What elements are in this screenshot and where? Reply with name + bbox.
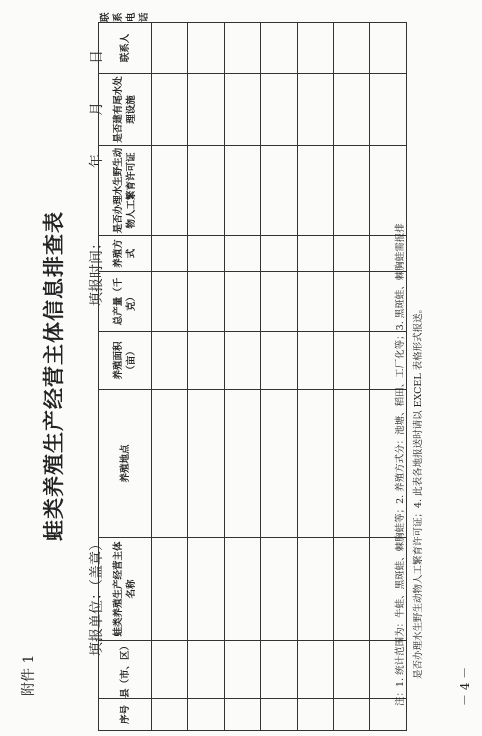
table-cell xyxy=(224,538,260,641)
table-cell xyxy=(297,332,333,390)
table-cell xyxy=(261,236,297,272)
year-label: 年 xyxy=(89,154,105,168)
reporting-unit-label: 填报单位：（盖章） xyxy=(89,537,105,656)
table-cell xyxy=(152,74,188,146)
table-cell xyxy=(152,390,188,538)
table-cell xyxy=(333,332,369,390)
page-title: 蛙类养殖生产经营主体信息排查表 xyxy=(41,211,66,541)
table-cell xyxy=(333,236,369,272)
table-row xyxy=(224,23,260,731)
table-cell xyxy=(261,390,297,538)
column-header-output: 总产量（千克） xyxy=(99,272,152,332)
column-header-method: 养殖方式 xyxy=(99,236,152,272)
table-cell xyxy=(297,236,333,272)
table-cell xyxy=(224,332,260,390)
table-cell xyxy=(261,641,297,699)
table-cell xyxy=(297,390,333,538)
table-cell xyxy=(297,641,333,699)
table-cell xyxy=(333,146,369,236)
table-cell xyxy=(333,641,369,699)
column-header-tailwater: 是否建有尾水处理设施 xyxy=(99,74,152,146)
table-cell xyxy=(333,74,369,146)
table-notes xyxy=(392,223,428,706)
reporting-time-label: 填报时间： xyxy=(89,236,105,306)
table-cell xyxy=(224,146,260,236)
table-cell xyxy=(261,146,297,236)
column-header-contact: 联系人 xyxy=(99,23,152,74)
table-cell xyxy=(152,236,188,272)
table-cell xyxy=(188,74,224,146)
table-cell xyxy=(333,699,369,731)
table-cell xyxy=(152,538,188,641)
table-cell xyxy=(188,272,224,332)
table-cell xyxy=(188,146,224,236)
column-header-area: 养殖面积（亩） xyxy=(99,332,152,390)
note-line-2: 是否办理水生野生动物人工繁育许可证；4. 此表各地报送时请以 EXCEL 表格形式报送。 xyxy=(413,303,424,679)
table-cell xyxy=(297,74,333,146)
table-cell xyxy=(224,272,260,332)
table-cell xyxy=(224,699,260,731)
table-cell xyxy=(297,699,333,731)
table-cell xyxy=(188,699,224,731)
table-cell xyxy=(188,641,224,699)
column-header-serial: 序号 xyxy=(99,699,152,731)
column-header-entity-name: 蛙类养殖生产经营主体名称 xyxy=(99,538,152,641)
day-label: 日 xyxy=(89,50,105,64)
table-cell xyxy=(297,146,333,236)
month-label: 月 xyxy=(89,102,105,116)
table-row xyxy=(297,23,333,731)
table-cell xyxy=(188,538,224,641)
survey-table xyxy=(98,12,376,731)
table-row xyxy=(188,23,224,731)
table-row xyxy=(152,23,188,731)
table-cell xyxy=(261,74,297,146)
note-line-1: 注：1. 统计范围为：牛蛙、黑斑蛙、棘胸蛙等；2. 养殖方式分：池塘、稻田、工厂化等；3. 黑斑蛙、棘胸蛙需报排 xyxy=(395,223,406,706)
table-row xyxy=(261,23,297,731)
table-cell xyxy=(261,272,297,332)
table-cell xyxy=(152,272,188,332)
table-cell xyxy=(370,23,406,74)
table-cell xyxy=(224,74,260,146)
table-row xyxy=(333,23,369,731)
table-cell xyxy=(333,272,369,332)
table-cell xyxy=(152,641,188,699)
table-cell xyxy=(333,390,369,538)
column-header-license: 是否办理水生野生动物人工繁育许可证 xyxy=(99,146,152,236)
table-cell xyxy=(370,146,406,236)
table-cell xyxy=(188,23,224,74)
table-cell xyxy=(261,538,297,641)
page-number: － 4 － xyxy=(458,666,472,706)
column-header-county: 县（市、区） xyxy=(99,641,152,699)
table-cell xyxy=(152,699,188,731)
column-header-location: 养殖地点 xyxy=(99,390,152,538)
table-cell xyxy=(333,538,369,641)
table-header-row: 序号 县（市、区） 蛙类养殖生产经营主体名称 养殖地点 养殖面积（亩） 总产量（千克） 养殖方式 是否办理水生野生动物人工繁育许可证 是否建有尾水处理设施 联系人 联系电话 xyxy=(99,23,152,731)
table-cell xyxy=(152,23,188,74)
annex-label: 附件 1 xyxy=(21,654,37,696)
table-cell xyxy=(370,74,406,146)
table-cell xyxy=(224,641,260,699)
table-cell xyxy=(224,390,260,538)
table-cell xyxy=(297,272,333,332)
table-cell xyxy=(224,23,260,74)
table-cell xyxy=(261,23,297,74)
table-cell xyxy=(152,332,188,390)
table-cell xyxy=(261,332,297,390)
table-cell xyxy=(152,146,188,236)
table-cell xyxy=(188,390,224,538)
table-cell xyxy=(333,23,369,74)
table-cell xyxy=(297,538,333,641)
table-cell xyxy=(188,332,224,390)
table-cell xyxy=(297,23,333,74)
table-cell xyxy=(261,699,297,731)
table-cell xyxy=(188,236,224,272)
table-cell xyxy=(224,236,260,272)
